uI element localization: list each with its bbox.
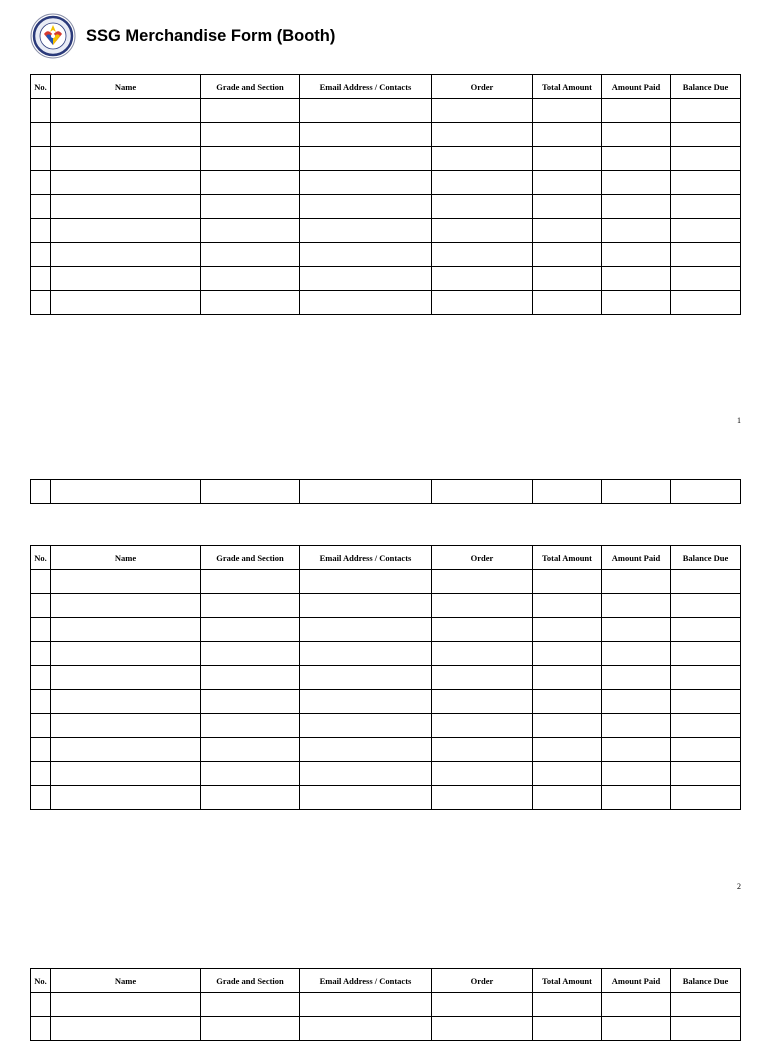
cell-total-amount[interactable] (533, 993, 602, 1017)
merchandise-table (30, 74, 741, 315)
column-header-grade-section: Grade and Section (201, 969, 300, 993)
cell-amount-paid[interactable] (602, 738, 671, 762)
column-header-name: Name (51, 546, 201, 570)
cell-email-contacts[interactable] (300, 642, 432, 666)
cell-grade-section[interactable] (201, 291, 300, 315)
cell-no[interactable] (31, 618, 51, 642)
cell-no[interactable] (31, 666, 51, 690)
cell-amount-paid[interactable] (602, 99, 671, 123)
cell-total-amount[interactable] (533, 618, 602, 642)
cell-amount-paid[interactable] (602, 123, 671, 147)
cell-name[interactable] (51, 690, 201, 714)
cell-order[interactable] (432, 99, 533, 123)
cell-order[interactable] (432, 195, 533, 219)
cell-total-amount[interactable] (533, 642, 602, 666)
cell-name[interactable] (51, 219, 201, 243)
cell-order[interactable] (432, 123, 533, 147)
cell-grade-section[interactable] (201, 171, 300, 195)
cell-order[interactable] (432, 243, 533, 267)
cell-amount-paid[interactable] (602, 243, 671, 267)
table-row (31, 171, 741, 195)
cell-name[interactable] (51, 642, 201, 666)
cell-amount-paid[interactable] (602, 147, 671, 171)
table-header-row (31, 546, 741, 570)
cell-name[interactable] (51, 99, 201, 123)
cell-balance-due[interactable] (671, 570, 741, 594)
cell-balance-due[interactable] (671, 594, 741, 618)
cell-no[interactable] (31, 99, 51, 123)
cell-name[interactable] (51, 714, 201, 738)
cell-balance-due[interactable] (671, 147, 741, 171)
cell-amount-paid[interactable] (602, 714, 671, 738)
cell-order[interactable] (432, 291, 533, 315)
cell-amount-paid[interactable] (602, 666, 671, 690)
merchandise-table (30, 545, 741, 810)
cell-email-contacts[interactable] (300, 714, 432, 738)
cell-order[interactable] (432, 618, 533, 642)
cell-name[interactable] (51, 738, 201, 762)
column-header-name: Name (51, 75, 201, 99)
column-header-balance-due: Balance Due (671, 969, 741, 993)
cell-name[interactable] (51, 195, 201, 219)
cell-grade-section[interactable] (201, 243, 300, 267)
cell-amount-paid[interactable] (602, 786, 671, 810)
cell-amount-paid[interactable] (602, 594, 671, 618)
cell-no[interactable] (31, 195, 51, 219)
column-header-name: Name (51, 969, 201, 993)
cell-no[interactable] (31, 219, 51, 243)
column-header-total-amount: Total Amount (533, 546, 602, 570)
cell-order[interactable] (432, 147, 533, 171)
cell-amount-paid[interactable] (602, 762, 671, 786)
cell-order[interactable] (432, 171, 533, 195)
cell-order[interactable] (432, 1017, 533, 1041)
cell-email-contacts[interactable] (300, 993, 432, 1017)
cell-balance-due[interactable] (671, 171, 741, 195)
cell-email-contacts[interactable] (300, 243, 432, 267)
table-row (31, 195, 741, 219)
cell-email-contacts[interactable] (300, 618, 432, 642)
cell-balance-due[interactable] (671, 738, 741, 762)
column-header-total-amount: Total Amount (533, 75, 602, 99)
cell-order[interactable] (432, 267, 533, 291)
cell-amount-paid[interactable] (602, 618, 671, 642)
cell-order[interactable] (432, 786, 533, 810)
cell-no[interactable] (31, 123, 51, 147)
cell-balance-due[interactable] (671, 786, 741, 810)
table-row (31, 666, 741, 690)
cell-order[interactable] (432, 480, 533, 504)
table-row (31, 243, 741, 267)
cell-name[interactable] (51, 1017, 201, 1041)
cell-email-contacts[interactable] (300, 666, 432, 690)
cell-name[interactable] (51, 291, 201, 315)
cell-grade-section[interactable] (201, 267, 300, 291)
cell-grade-section[interactable] (201, 594, 300, 618)
cell-name[interactable] (51, 480, 201, 504)
cell-balance-due[interactable] (671, 219, 741, 243)
table-row (31, 642, 741, 666)
cell-total-amount[interactable] (533, 570, 602, 594)
column-header-grade-section: Grade and Section (201, 75, 300, 99)
cell-name[interactable] (51, 594, 201, 618)
cell-order[interactable] (432, 594, 533, 618)
cell-grade-section[interactable] (201, 123, 300, 147)
cell-name[interactable] (51, 570, 201, 594)
column-header-email-contacts: Email Address / Contacts (300, 75, 432, 99)
cell-balance-due[interactable] (671, 480, 741, 504)
table-row (31, 714, 741, 738)
merchandise-table-continued (30, 479, 741, 504)
cell-balance-due[interactable] (671, 243, 741, 267)
cell-email-contacts[interactable] (300, 762, 432, 786)
cell-balance-due[interactable] (671, 762, 741, 786)
cell-name[interactable] (51, 267, 201, 291)
cell-order[interactable] (432, 570, 533, 594)
cell-email-contacts[interactable] (300, 738, 432, 762)
cell-balance-due[interactable] (671, 195, 741, 219)
cell-name[interactable] (51, 786, 201, 810)
cell-total-amount[interactable] (533, 738, 602, 762)
cell-name[interactable] (51, 123, 201, 147)
cell-email-contacts[interactable] (300, 267, 432, 291)
table-body (31, 993, 741, 1041)
table-header-row (31, 75, 741, 99)
cell-balance-due[interactable] (671, 666, 741, 690)
cell-amount-paid[interactable] (602, 1017, 671, 1041)
cell-no[interactable] (31, 291, 51, 315)
cell-order[interactable] (432, 219, 533, 243)
merchandise-table (30, 968, 741, 1041)
cell-grade-section[interactable] (201, 738, 300, 762)
cell-total-amount[interactable] (533, 219, 602, 243)
cell-balance-due[interactable] (671, 267, 741, 291)
table-body (31, 99, 741, 315)
column-header-amount-paid: Amount Paid (602, 969, 671, 993)
cell-email-contacts[interactable] (300, 147, 432, 171)
cell-no[interactable] (31, 762, 51, 786)
column-header-email-contacts: Email Address / Contacts (300, 546, 432, 570)
cell-amount-paid[interactable] (602, 267, 671, 291)
column-header-email-contacts: Email Address / Contacts (300, 969, 432, 993)
cell-name[interactable] (51, 147, 201, 171)
cell-no[interactable] (31, 594, 51, 618)
cell-amount-paid[interactable] (602, 480, 671, 504)
cell-amount-paid[interactable] (602, 690, 671, 714)
column-header-order: Order (432, 969, 533, 993)
cell-grade-section[interactable] (201, 993, 300, 1017)
cell-no[interactable] (31, 714, 51, 738)
cell-total-amount[interactable] (533, 171, 602, 195)
cell-balance-due[interactable] (671, 291, 741, 315)
cell-email-contacts[interactable] (300, 291, 432, 315)
cell-grade-section[interactable] (201, 714, 300, 738)
cell-amount-paid[interactable] (602, 642, 671, 666)
cell-no[interactable] (31, 243, 51, 267)
page-title: SSG Merchandise Form (Booth) (86, 26, 336, 45)
cell-amount-paid[interactable] (602, 195, 671, 219)
cell-balance-due[interactable] (671, 99, 741, 123)
table-row (31, 738, 741, 762)
cell-grade-section[interactable] (201, 219, 300, 243)
cell-grade-section[interactable] (201, 690, 300, 714)
cell-amount-paid[interactable] (602, 219, 671, 243)
cell-email-contacts[interactable] (300, 219, 432, 243)
cell-total-amount[interactable] (533, 243, 602, 267)
cell-no[interactable] (31, 1017, 51, 1041)
column-header-balance-due: Balance Due (671, 546, 741, 570)
cell-email-contacts[interactable] (300, 786, 432, 810)
cell-email-contacts[interactable] (300, 195, 432, 219)
cell-grade-section[interactable] (201, 618, 300, 642)
cell-no[interactable] (31, 738, 51, 762)
column-header-amount-paid: Amount Paid (602, 75, 671, 99)
cell-email-contacts[interactable] (300, 480, 432, 504)
cell-total-amount[interactable] (533, 762, 602, 786)
cell-amount-paid[interactable] (602, 171, 671, 195)
cell-total-amount[interactable] (533, 123, 602, 147)
cell-total-amount[interactable] (533, 291, 602, 315)
table-row (31, 99, 741, 123)
cell-total-amount[interactable] (533, 690, 602, 714)
ssg-logo-icon (29, 13, 77, 59)
table-row (31, 993, 741, 1017)
form-header (29, 13, 335, 59)
cell-grade-section[interactable] (201, 195, 300, 219)
cell-total-amount[interactable] (533, 1017, 602, 1041)
cell-order[interactable] (432, 738, 533, 762)
cell-grade-section[interactable] (201, 99, 300, 123)
cell-total-amount[interactable] (533, 714, 602, 738)
cell-total-amount[interactable] (533, 99, 602, 123)
cell-name[interactable] (51, 171, 201, 195)
cell-no[interactable] (31, 480, 51, 504)
cell-order[interactable] (432, 762, 533, 786)
cell-no[interactable] (31, 147, 51, 171)
column-header-total-amount: Total Amount (533, 969, 602, 993)
cell-balance-due[interactable] (671, 123, 741, 147)
cell-balance-due[interactable] (671, 714, 741, 738)
cell-balance-due[interactable] (671, 993, 741, 1017)
table-row (31, 480, 741, 504)
cell-no[interactable] (31, 690, 51, 714)
cell-amount-paid[interactable] (602, 993, 671, 1017)
table-row (31, 147, 741, 171)
table-row (31, 786, 741, 810)
table-row (31, 1017, 741, 1041)
table-row (31, 570, 741, 594)
cell-name[interactable] (51, 666, 201, 690)
page-number: 1 (737, 416, 741, 425)
cell-no[interactable] (31, 267, 51, 291)
table-row (31, 594, 741, 618)
cell-name[interactable] (51, 993, 201, 1017)
cell-order[interactable] (432, 666, 533, 690)
page-number: 2 (737, 882, 741, 891)
cell-total-amount[interactable] (533, 594, 602, 618)
table-row (31, 690, 741, 714)
cell-balance-due[interactable] (671, 690, 741, 714)
column-header-order: Order (432, 75, 533, 99)
table-header-row (31, 969, 741, 993)
cell-total-amount[interactable] (533, 147, 602, 171)
cell-order[interactable] (432, 714, 533, 738)
cell-grade-section[interactable] (201, 642, 300, 666)
column-header-order: Order (432, 546, 533, 570)
cell-grade-section[interactable] (201, 786, 300, 810)
cell-balance-due[interactable] (671, 642, 741, 666)
cell-email-contacts[interactable] (300, 570, 432, 594)
cell-email-contacts[interactable] (300, 171, 432, 195)
column-header-balance-due: Balance Due (671, 75, 741, 99)
cell-grade-section[interactable] (201, 480, 300, 504)
cell-no[interactable] (31, 642, 51, 666)
cell-total-amount[interactable] (533, 786, 602, 810)
cell-total-amount[interactable] (533, 267, 602, 291)
table-row (31, 267, 741, 291)
cell-balance-due[interactable] (671, 1017, 741, 1041)
cell-amount-paid[interactable] (602, 570, 671, 594)
cell-name[interactable] (51, 762, 201, 786)
cell-amount-paid[interactable] (602, 291, 671, 315)
cell-email-contacts[interactable] (300, 1017, 432, 1041)
cell-email-contacts[interactable] (300, 594, 432, 618)
cell-email-contacts[interactable] (300, 123, 432, 147)
column-header-no: No. (31, 969, 51, 993)
cell-email-contacts[interactable] (300, 99, 432, 123)
cell-name[interactable] (51, 243, 201, 267)
table-row (31, 762, 741, 786)
cell-total-amount[interactable] (533, 666, 602, 690)
table-row (31, 291, 741, 315)
cell-total-amount[interactable] (533, 480, 602, 504)
cell-no[interactable] (31, 570, 51, 594)
cell-no[interactable] (31, 171, 51, 195)
table-row (31, 219, 741, 243)
cell-grade-section[interactable] (201, 1017, 300, 1041)
table-row (31, 123, 741, 147)
column-header-no: No. (31, 75, 51, 99)
table-row (31, 618, 741, 642)
table-body (31, 570, 741, 810)
cell-grade-section[interactable] (201, 666, 300, 690)
cell-grade-section[interactable] (201, 570, 300, 594)
cell-name[interactable] (51, 618, 201, 642)
cell-total-amount[interactable] (533, 195, 602, 219)
cell-order[interactable] (432, 690, 533, 714)
cell-grade-section[interactable] (201, 762, 300, 786)
cell-balance-due[interactable] (671, 618, 741, 642)
table-body (31, 480, 741, 504)
column-header-grade-section: Grade and Section (201, 546, 300, 570)
cell-order[interactable] (432, 993, 533, 1017)
cell-grade-section[interactable] (201, 147, 300, 171)
column-header-no: No. (31, 546, 51, 570)
cell-no[interactable] (31, 786, 51, 810)
cell-order[interactable] (432, 642, 533, 666)
cell-no[interactable] (31, 993, 51, 1017)
cell-email-contacts[interactable] (300, 690, 432, 714)
column-header-amount-paid: Amount Paid (602, 546, 671, 570)
